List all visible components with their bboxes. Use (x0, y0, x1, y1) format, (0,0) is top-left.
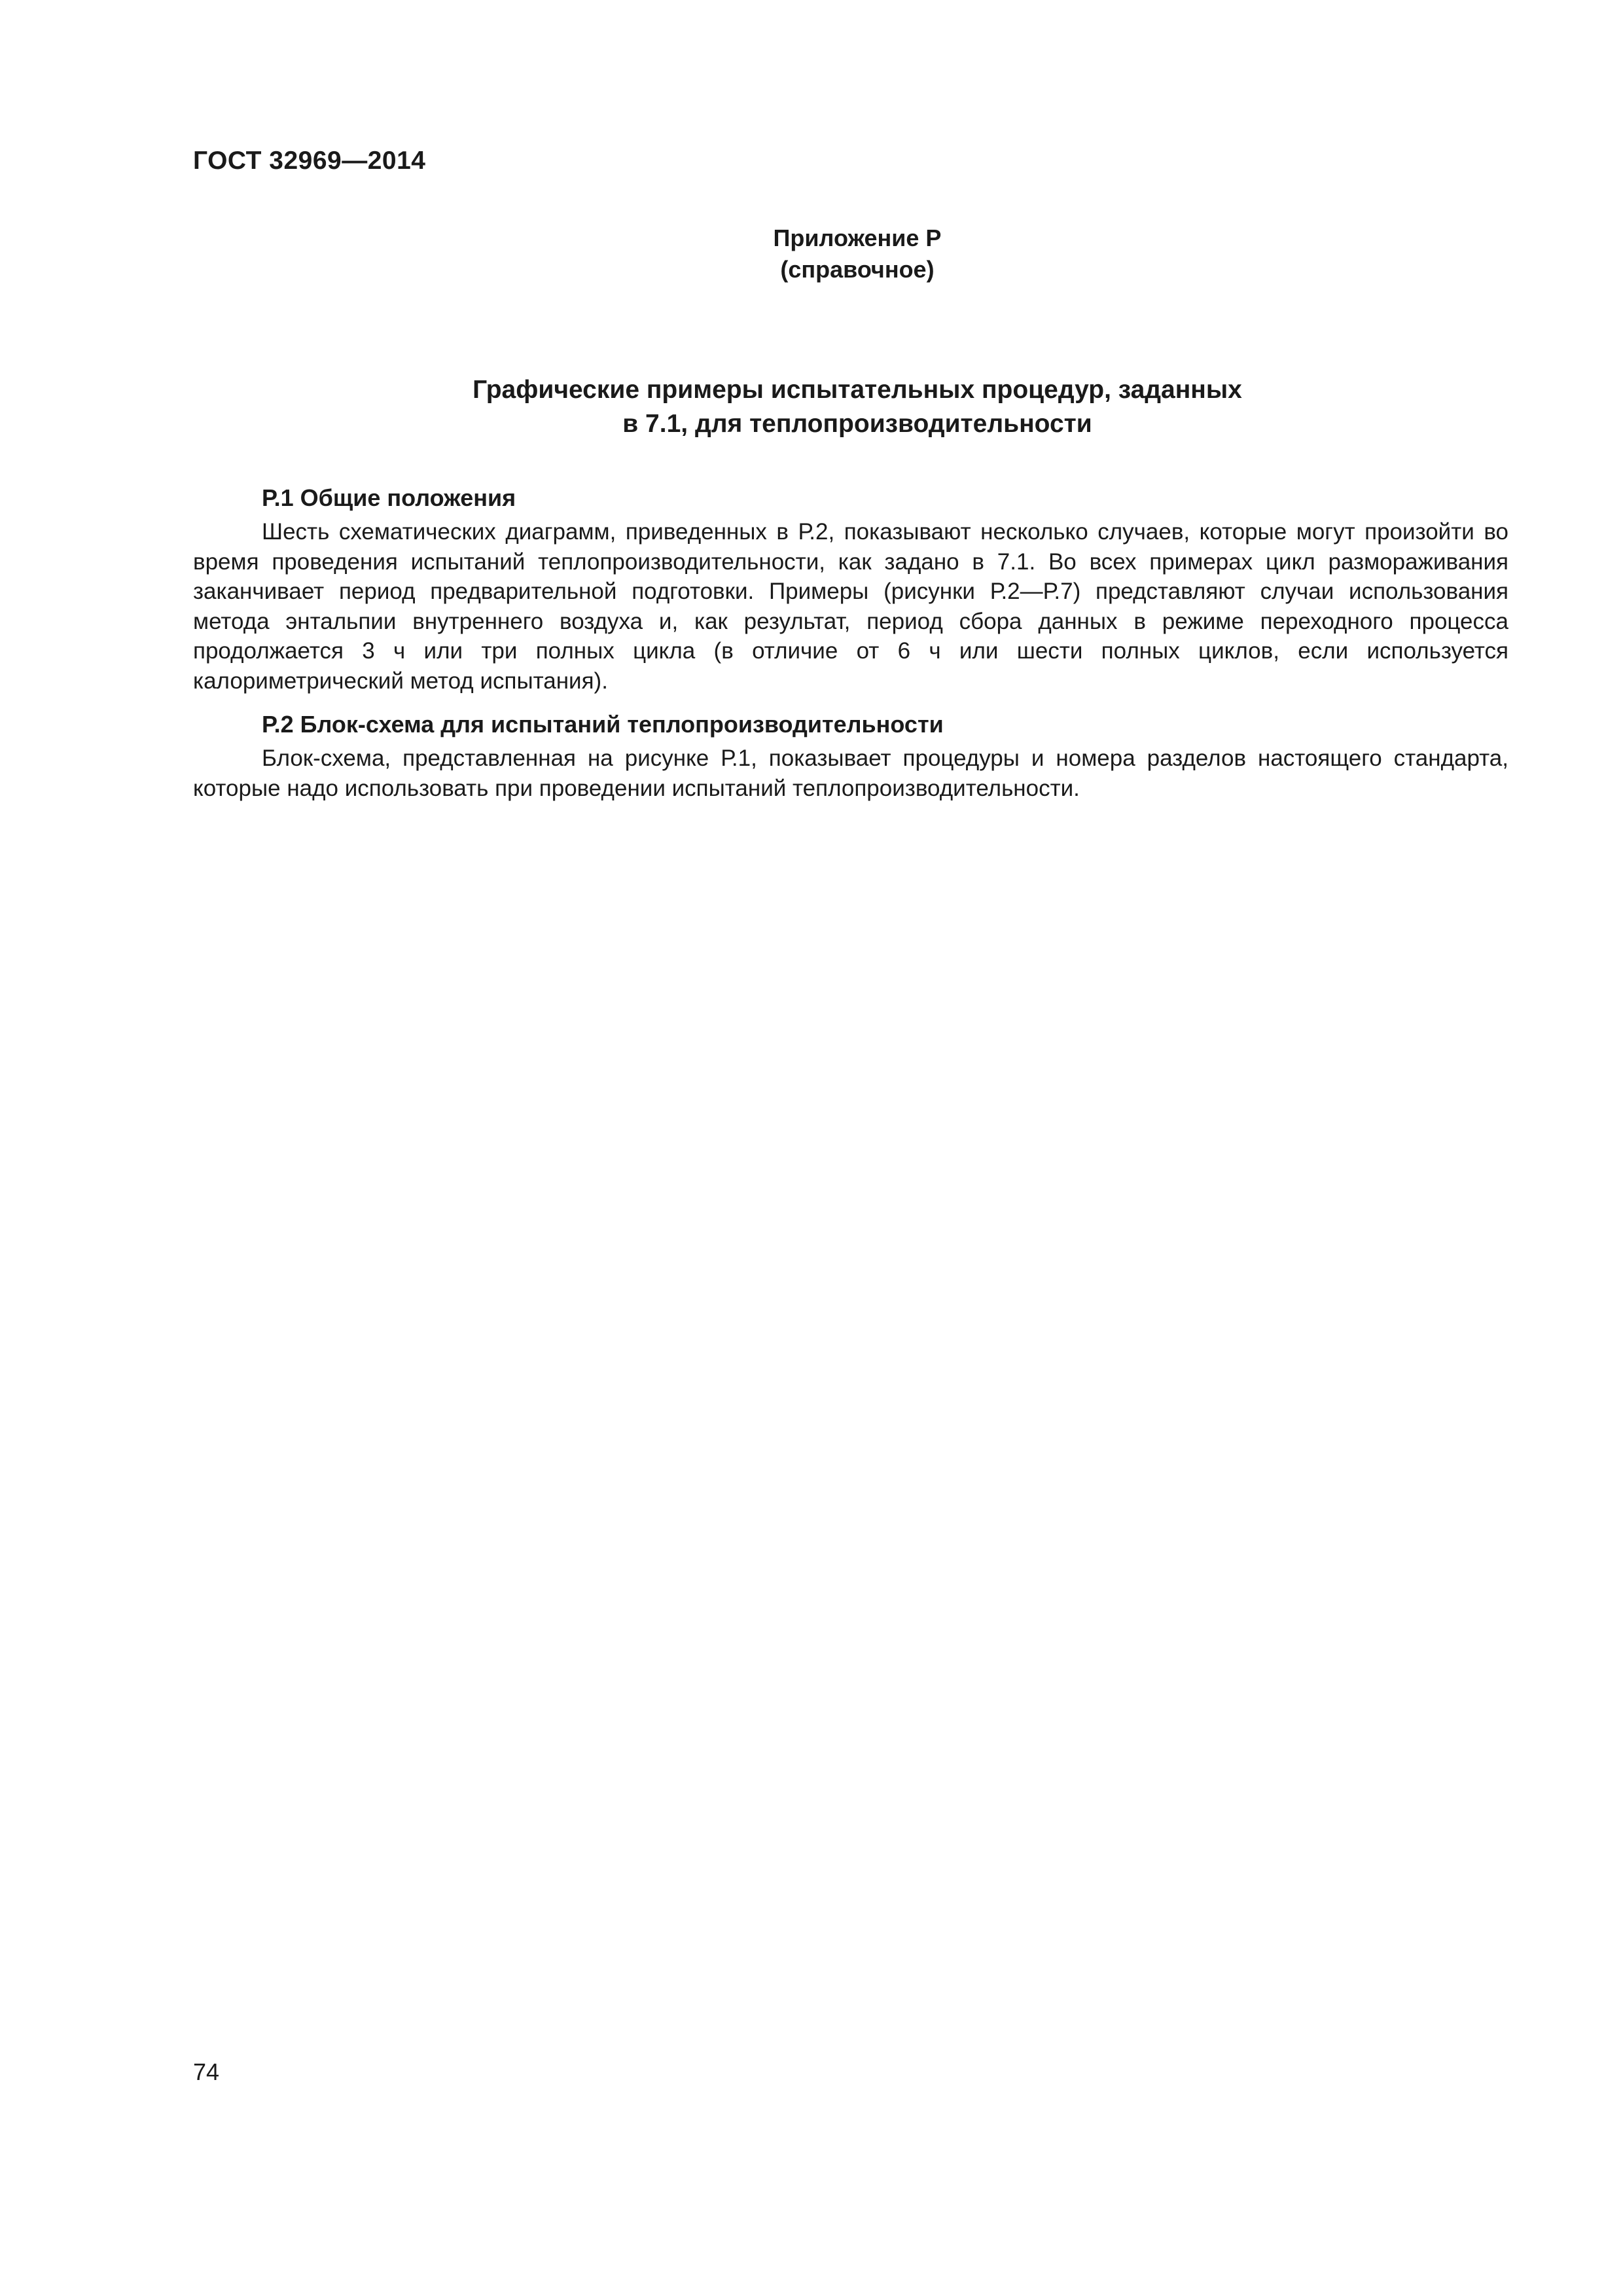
appendix-block (0, 223, 1623, 285)
section-heading: Р.2 Блок-схема для испытаний теплопроизводительности (262, 711, 944, 738)
section-paragraph: Шесть схематических диаграмм, приведенных в Р.2, показывают несколько случаев, которые могут произойти во время проведения испытаний теплопроизводительности, как задано в 7.1. Во всех примерах цикл размораживания заканчивает период предварительной подготовки. Примеры (рисунки Р.2—Р.7) представляют случаи использования метода энтальпии внутреннего воздуха и, как результат, период сбора данных в режиме переходного процесса продолжается 3 ч или три полных цикла (в отличие от 6 ч или шести полных циклов, если используется калориметрический метод испытания). (193, 519, 1508, 694)
section-general (193, 483, 1508, 696)
appendix-title (0, 373, 1623, 441)
title-line-1: Графические примеры испытательных процедур, заданных (473, 376, 1242, 404)
title-line-2: в 7.1, для теплопроизводительности (622, 410, 1092, 438)
section-heading: Р.1 Общие положения (262, 484, 516, 511)
section-flowchart (193, 709, 1508, 803)
section-paragraph: Блок-схема, представленная на рисунке Р.1, показывает процедуры и номера разделов настоящего стандарта, которые надо использовать при проведении испытаний теплопроизводительности. (193, 745, 1508, 801)
page-number: 74 (193, 2058, 220, 2085)
standard-designation: ГОСТ 32969—2014 (193, 147, 426, 175)
appendix-label: Приложение Р (773, 224, 942, 251)
appendix-type: (справочное) (780, 256, 935, 283)
